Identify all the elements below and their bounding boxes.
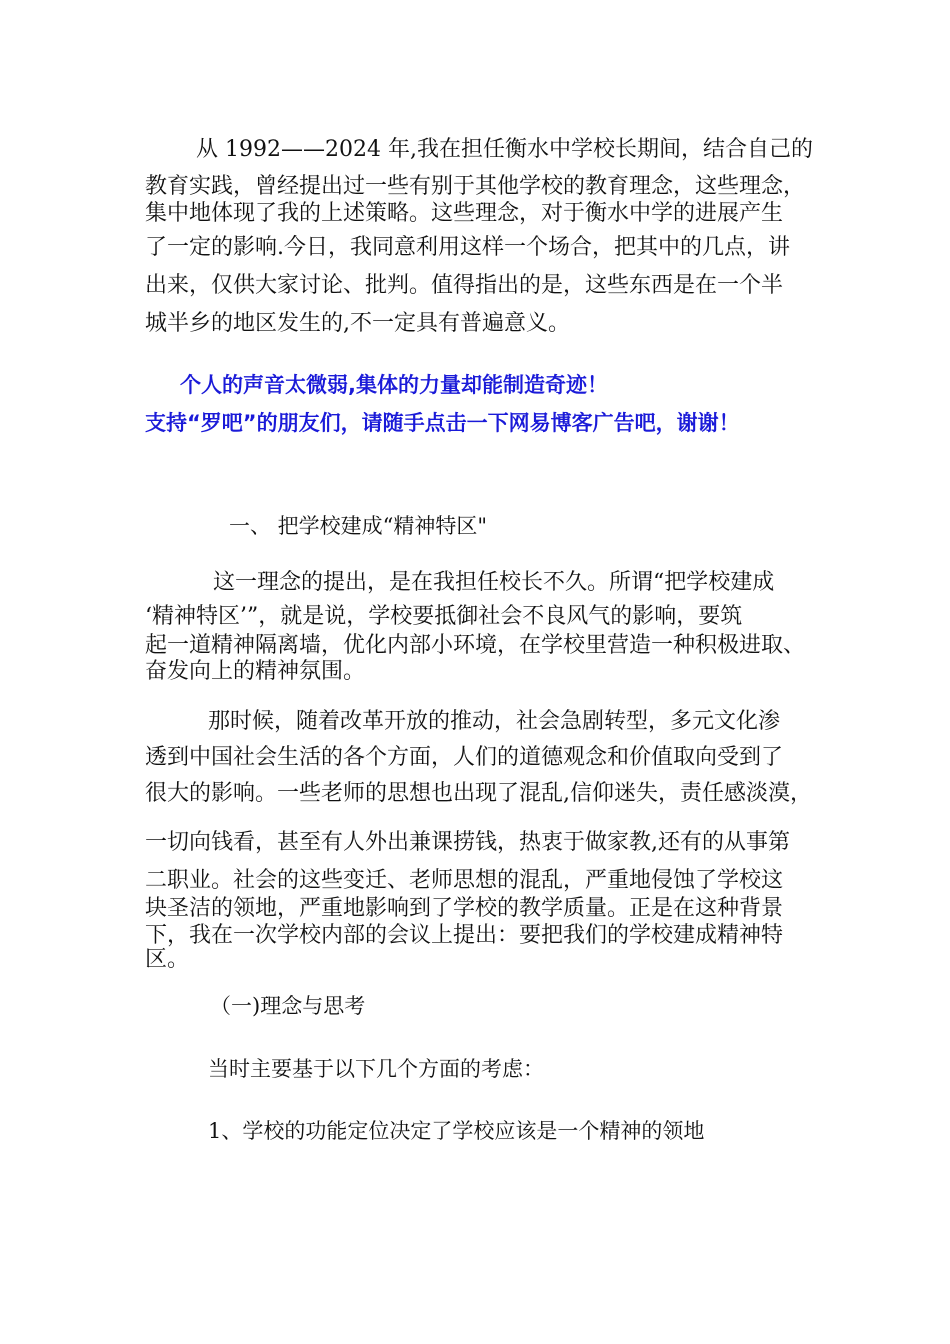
intro-line-5: 出来，仅供大家讨论、批判。值得指出的是，这些东西是在一个半 — [145, 273, 784, 298]
para2-line-2: ‘精神特区’”，就是说，学校要抵御社会不良风气的影响，要筑 — [145, 604, 743, 629]
para3-line-2: 透到中国社会生活的各个方面，人们的道德观念和价值取向受到了 — [145, 745, 784, 770]
intro-line-4: 了一定的影响.今日，我同意利用这样一个场合，把其中的几点，讲 — [145, 235, 790, 260]
appeal-line-2: 支持“罗吧”的朋友们，请随手点击一下网易博客广告吧，谢谢！ — [145, 411, 740, 435]
section-heading: 一、 把学校建成“精神特区" — [229, 514, 488, 538]
para3-line-1: 那时候，随着改革开放的推动，社会急剧转型，多元文化渗 — [208, 709, 781, 734]
para2-line-1: 这一理念的提出，是在我担任校长不久。所谓“把学校建成 — [213, 570, 775, 595]
para2-line-4: 奋发向上的精神氛围。 — [145, 659, 366, 684]
subheading: （一)理念与思考 — [210, 994, 366, 1018]
para2-line-3: 起一道精神隔离墙，优化内部小环境，在学校里营造一种积极进取、 — [145, 633, 806, 658]
para3-line-7: 下，我在一次学校内部的会议上提出：要把我们的学校建成精神特 — [145, 923, 784, 948]
intro-line-3: 集中地体现了我的上述策略。这些理念，对于衡水中学的进展产生 — [145, 201, 784, 226]
intro-line-2: 教育实践，曾经提出过一些有别于其他学校的教育理念，这些理念， — [145, 174, 806, 199]
point-1: 1、学校的功能定位决定了学校应该是一个精神的领地 — [208, 1119, 705, 1143]
intro-line-6: 城半乡的地区发生的,不一定具有普遍意义。 — [145, 311, 570, 336]
para3-line-3: 很大的影响。一些老师的思想也出现了混乱,信仰迷失，责任感淡漠， — [145, 781, 812, 806]
para3-line-6: 块圣洁的领地，严重地影响到了学校的教学质量。正是在这种背景 — [145, 896, 784, 921]
para3-line-8: 区。 — [145, 947, 190, 972]
para4: 当时主要基于以下几个方面的考虑： — [208, 1057, 544, 1081]
para3-line-5: 二职业。社会的这些变迁、老师思想的混乱，严重地侵蚀了学校这 — [145, 868, 784, 893]
intro-line-1: 从 1992——2024 年,我在担任衡水中学校长期间，结合自己的 — [196, 137, 813, 162]
para3-line-4: 一切向钱看，甚至有人外出兼课捞钱，热衷于做家教,还有的从事第 — [145, 830, 790, 855]
appeal-line-1: 个人的声音太微弱,集体的力量却能制造奇迹！ — [180, 373, 608, 397]
